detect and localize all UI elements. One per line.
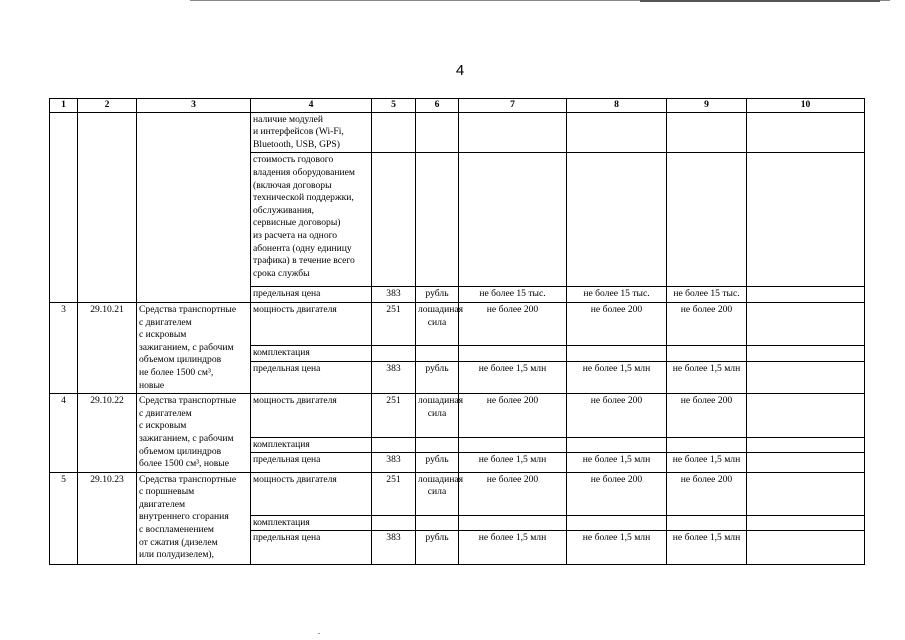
unit-cell: лошадиная сила xyxy=(416,302,459,345)
characteristic-cell: комплектация xyxy=(251,515,372,531)
table-row xyxy=(50,394,865,438)
col-header-1: 1 xyxy=(50,99,78,113)
characteristic-cell: предельная цена xyxy=(251,531,372,565)
empty-cell xyxy=(567,112,667,153)
value-cell: не более 1,5 млн xyxy=(667,361,747,393)
empty-cell xyxy=(567,346,667,362)
unit-cell: рубль xyxy=(416,361,459,393)
cell-code xyxy=(78,112,137,302)
empty-cell xyxy=(416,153,459,287)
scan-speck xyxy=(318,633,320,634)
empty-cell xyxy=(372,346,416,362)
value-cell: не более 1,5 млн xyxy=(459,531,567,565)
value-cell: не более 1,5 млн xyxy=(567,453,667,472)
empty-cell xyxy=(747,346,865,362)
empty-cell xyxy=(459,515,567,531)
item-number: 5 xyxy=(50,472,78,565)
cell-name xyxy=(137,112,251,302)
empty-cell xyxy=(459,153,567,287)
col-header-5: 5 xyxy=(372,99,416,113)
empty-cell xyxy=(667,437,747,453)
okei-code-cell: 383 xyxy=(372,361,416,393)
column-number-row xyxy=(50,99,865,113)
value-cell: не более 200 xyxy=(667,472,747,515)
empty-cell xyxy=(567,153,667,287)
characteristic-cell: предельная цена xyxy=(251,287,372,303)
value-cell: не более 1,5 млн xyxy=(567,531,667,565)
characteristic-cell: предельная цена xyxy=(251,453,372,472)
value-cell: не более 1,5 млн xyxy=(567,361,667,393)
value-cell: не более 200 xyxy=(667,302,747,345)
col-header-3: 3 xyxy=(137,99,251,113)
empty-cell xyxy=(459,437,567,453)
empty-cell xyxy=(747,472,865,515)
empty-cell xyxy=(747,361,865,393)
empty-cell xyxy=(747,287,865,303)
empty-cell xyxy=(747,153,865,287)
empty-cell xyxy=(459,112,567,153)
empty-cell xyxy=(416,515,459,531)
value-cell: не более 1,5 млн xyxy=(459,361,567,393)
characteristic-cell: стоимость годового владения оборудованием (включая договоры технической поддержки, обслуживания, сервисные договоры) из расчета на одного абонента (одну единицу трафика) в течение всего срока службы xyxy=(251,153,372,287)
value-cell: не более 1,5 млн xyxy=(459,453,567,472)
item-number: 4 xyxy=(50,394,78,473)
unit-cell: лошадиная сила xyxy=(416,394,459,438)
empty-cell xyxy=(667,153,747,287)
col-header-2: 2 xyxy=(78,99,137,113)
empty-cell xyxy=(747,515,865,531)
characteristic-cell: мощность двигателя xyxy=(251,472,372,515)
item-name: Средства транспортные с двигателем с искровым зажиганием, с рабочим объемом цилиндров не более 1500 см³, новые xyxy=(137,302,251,393)
col-header-9: 9 xyxy=(667,99,747,113)
empty-cell xyxy=(747,302,865,345)
page-number: 4 xyxy=(455,62,465,79)
cell-num xyxy=(50,112,78,302)
value-cell: не более 200 xyxy=(459,394,567,438)
item-name: Средства транспортные с поршневым двигателем внутреннего сгорания с воспламенением от сжатия (дизелем или полудизелем), xyxy=(137,472,251,565)
value-cell: не более 200 xyxy=(667,394,747,438)
empty-cell xyxy=(747,394,865,438)
empty-cell xyxy=(372,437,416,453)
empty-cell xyxy=(372,112,416,153)
okei-code-cell: 383 xyxy=(372,453,416,472)
value-cell: не более 15 тыс. xyxy=(567,287,667,303)
table-row xyxy=(50,112,865,153)
col-header-6: 6 xyxy=(416,99,459,113)
empty-cell xyxy=(667,346,747,362)
characteristic-cell: мощность двигателя xyxy=(251,394,372,438)
empty-cell xyxy=(747,112,865,153)
col-header-10: 10 xyxy=(747,99,865,113)
unit-cell: лошадиная сила xyxy=(416,472,459,515)
table-row xyxy=(50,302,865,345)
okei-code-cell: 383 xyxy=(372,531,416,565)
unit-cell: рубль xyxy=(416,453,459,472)
value-cell: не более 200 xyxy=(567,302,667,345)
okpd-code: 29.10.23 xyxy=(78,472,137,565)
okei-code-cell: 251 xyxy=(372,302,416,345)
value-cell: не более 15 тыс. xyxy=(667,287,747,303)
empty-cell xyxy=(416,112,459,153)
empty-cell xyxy=(372,153,416,287)
okei-code-cell: 251 xyxy=(372,394,416,438)
value-cell: не более 200 xyxy=(459,472,567,515)
item-name: Средства транспортные с двигателем с искровым зажиганием, с рабочим объемом цилиндров более 1500 см³, новые xyxy=(137,394,251,473)
characteristic-cell: комплектация xyxy=(251,346,372,362)
empty-cell xyxy=(747,437,865,453)
scan-top-edge-dark xyxy=(640,0,880,2)
okei-code-cell: 251 xyxy=(372,472,416,515)
col-header-4: 4 xyxy=(251,99,372,113)
col-header-8: 8 xyxy=(567,99,667,113)
empty-cell xyxy=(667,112,747,153)
okpd-code: 29.10.22 xyxy=(78,394,137,473)
empty-cell xyxy=(567,515,667,531)
empty-cell xyxy=(372,515,416,531)
characteristic-cell: комплектация xyxy=(251,437,372,453)
okei-code-cell: 383 xyxy=(372,287,416,303)
empty-cell xyxy=(416,437,459,453)
characteristic-cell: предельная цена xyxy=(251,361,372,393)
okpd-code: 29.10.21 xyxy=(78,302,137,393)
empty-cell xyxy=(459,346,567,362)
empty-cell xyxy=(567,437,667,453)
col-header-7: 7 xyxy=(459,99,567,113)
empty-cell xyxy=(416,346,459,362)
value-cell: не более 1,5 млн xyxy=(667,453,747,472)
unit-cell: рубль xyxy=(416,531,459,565)
requirements-table xyxy=(49,98,865,565)
value-cell: не более 1,5 млн xyxy=(667,531,747,565)
characteristic-cell: наличие модулей и интерфейсов (Wi-Fi, Bluetooth, USB, GPS) xyxy=(251,112,372,153)
empty-cell xyxy=(747,531,865,565)
value-cell: не более 200 xyxy=(567,394,667,438)
unit-cell: рубль xyxy=(416,287,459,303)
item-number: 3 xyxy=(50,302,78,393)
empty-cell xyxy=(667,515,747,531)
table-row xyxy=(50,472,865,515)
value-cell: не более 200 xyxy=(459,302,567,345)
characteristic-cell: мощность двигателя xyxy=(251,302,372,345)
empty-cell xyxy=(747,453,865,472)
value-cell: не более 15 тыс. xyxy=(459,287,567,303)
value-cell: не более 200 xyxy=(567,472,667,515)
